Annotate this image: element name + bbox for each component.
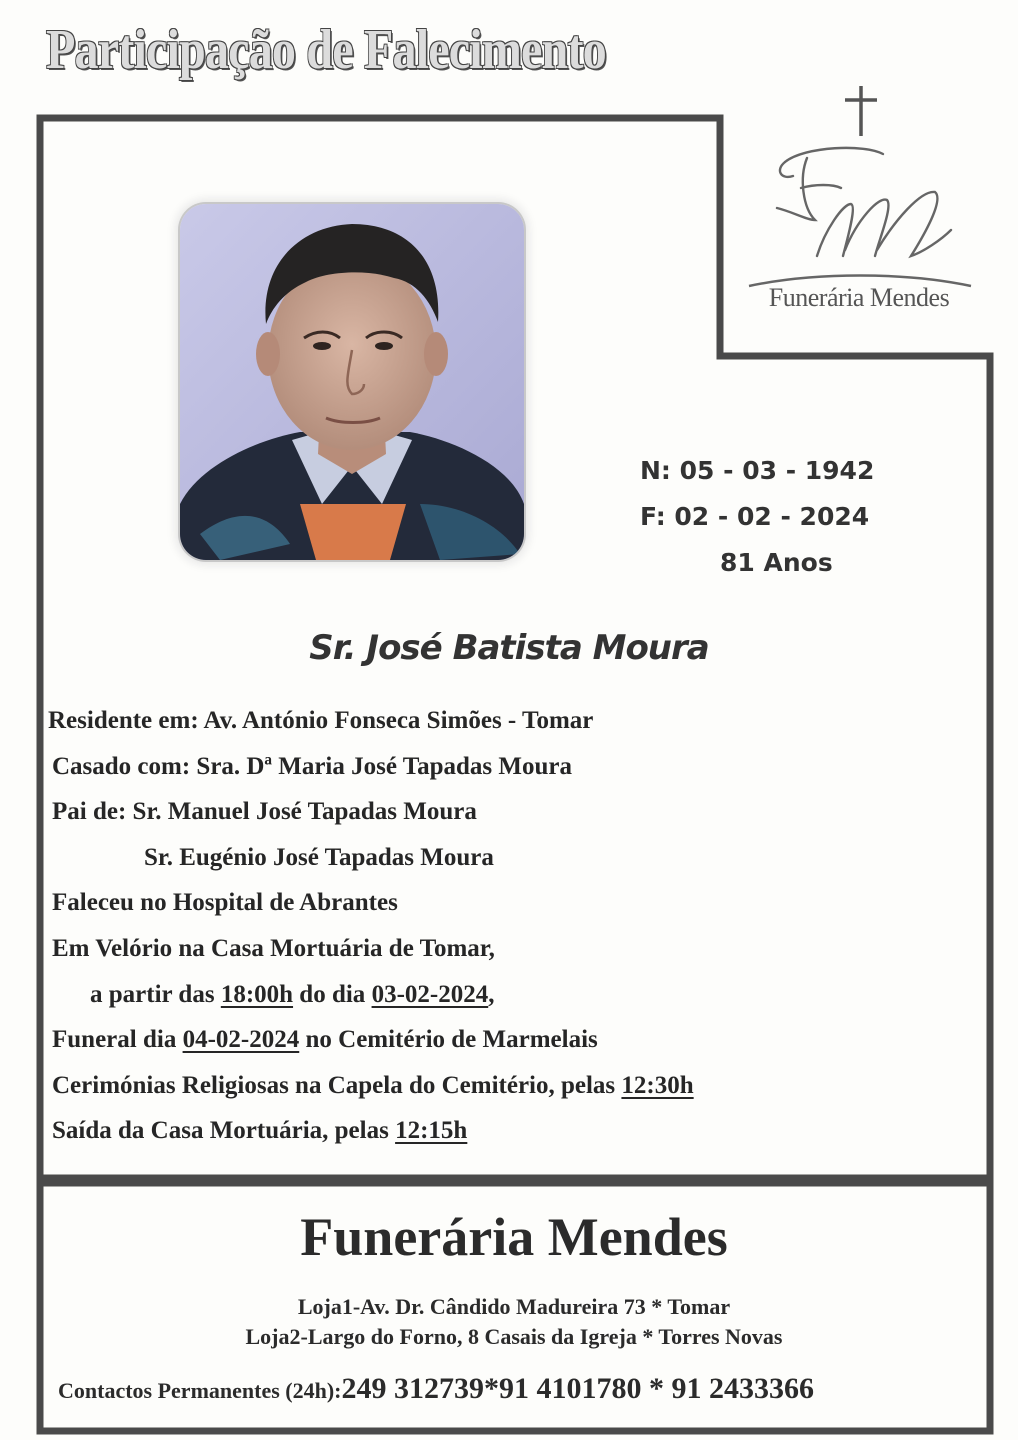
wake-day-text: do dia [293,980,372,1008]
death-date: F: 02 - 02 - 2024 [640,502,870,531]
wake-time-line [52,972,952,1018]
portrait-photo [180,204,524,560]
departure-prefix: Saída da Casa Mortuária, pelas [52,1117,396,1145]
contacts-label: Contactos Permanentes (24h): [58,1378,342,1403]
ceremony-time: 12:30h [621,1071,694,1099]
father-of-line-1: Pai de: Sr. Manuel José Tapadas Moura [52,798,477,826]
wake-line: Em Velório na Casa Mortuária de Tomar, [52,934,495,962]
ceremony-prefix: Cerimónias Religiosas na Capela do Cemitério, pelas [52,1071,622,1099]
store-2-address: Loja2-Largo do Forno, 8 Casais da Igreja * Torres Novas [245,1324,783,1349]
departure-line [52,1108,952,1154]
ceremony-line [52,1063,952,1109]
died-at-line: Faleceu no Hospital de Abrantes [52,889,398,917]
page-title: Participação de Falecimento [46,19,606,81]
deceased-name: Sr. José Batista Moura [309,628,709,668]
logo-name: Funerária Mendes [768,283,950,312]
spouse-line: Casado com: Sra. Dª Maria José Tapadas Moura [52,752,573,780]
footer-title: Funerária Mendes [300,1207,728,1267]
funeral-line [52,1017,952,1063]
contacts-line [58,1372,814,1406]
wake-time: 18:00h [220,980,294,1008]
father-of-line-2: Sr. Eugénio José Tapadas Moura [144,843,494,871]
wake-date: 03-02-2024 [371,980,489,1008]
residence-line: Residente em: Av. António Fonseca Simões - Tomar [48,707,594,734]
birth-date: N: 05 - 03 - 1942 [640,456,875,485]
dates-block [640,448,920,586]
funeral-prefix: Funeral dia [52,1026,183,1054]
details-block [48,698,952,1154]
wake-suffix: , [488,980,495,1008]
store-1-address: Loja1-Av. Dr. Cândido Madureira 73 * Tomar [297,1294,731,1319]
funeral-suffix: no Cemitério de Marmelais [299,1026,598,1054]
age: 81 Anos [720,548,833,577]
departure-time: 12:15h [395,1117,468,1145]
funeral-date: 04-02-2024 [182,1026,300,1054]
wake-from-text: a partir das [90,980,221,1008]
contacts-numbers: 249 312739*91 4101780 * 91 2433366 [341,1372,814,1405]
